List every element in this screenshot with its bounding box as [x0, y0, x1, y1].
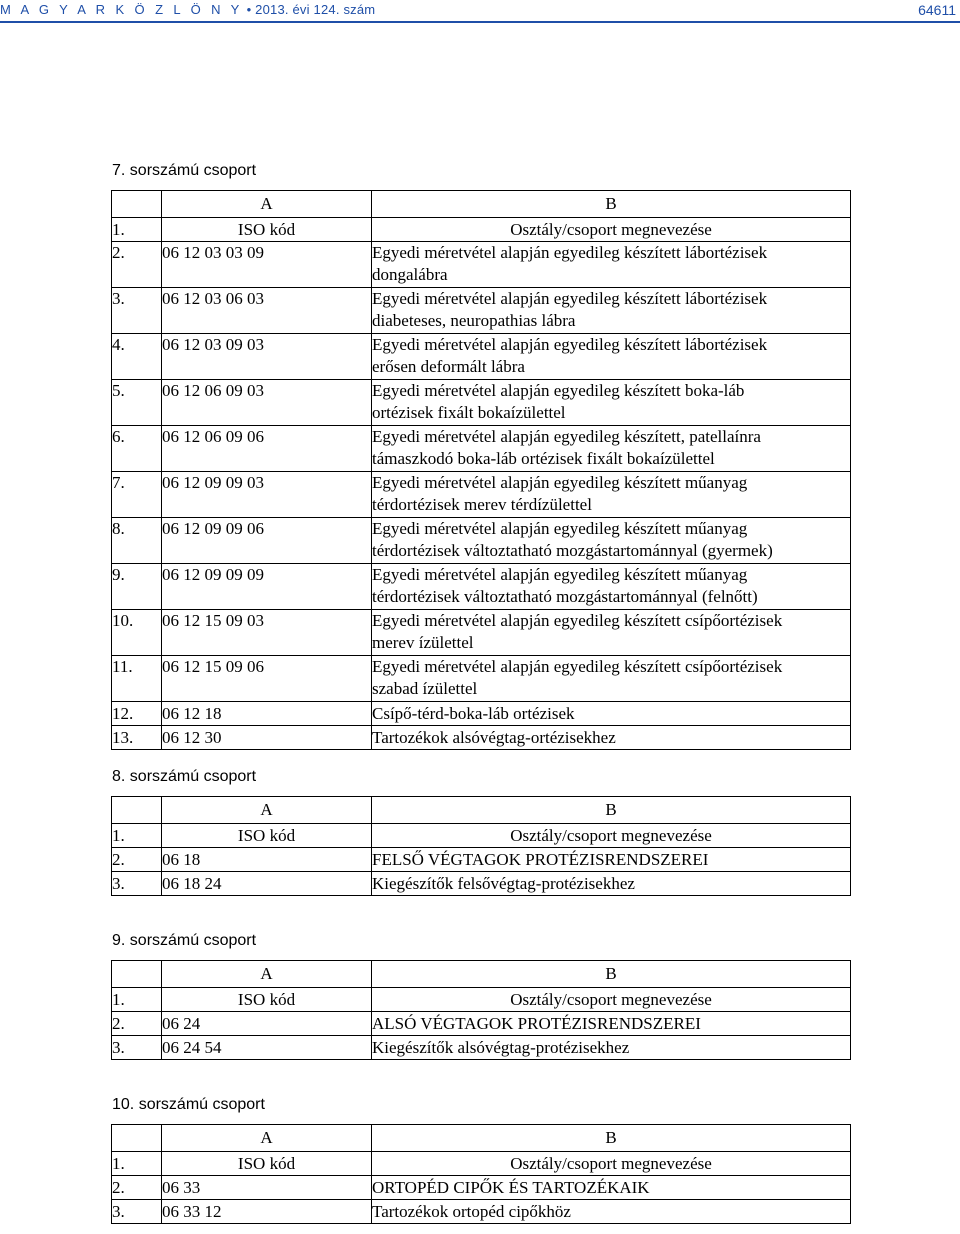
row-number: 4.	[112, 334, 162, 380]
row-number: 8.	[112, 518, 162, 564]
empty-cell	[112, 191, 162, 218]
publication-title	[0, 2, 375, 17]
iso-code: 06 12 18	[162, 702, 372, 726]
column-letter-row	[112, 797, 851, 824]
column-b-label: B	[372, 961, 851, 988]
iso-code: 06 33 12	[162, 1200, 372, 1224]
row-number: 6.	[112, 426, 162, 472]
column-a-label: A	[162, 961, 372, 988]
iso-code: 06 24 54	[162, 1036, 372, 1060]
row-number: 2.	[112, 1176, 162, 1200]
section-title-10: 10. sorszámú csoport	[112, 1096, 265, 1113]
class-name-line: szabad ízülettel	[372, 679, 478, 698]
class-name	[372, 518, 851, 564]
section-title-7: 7. sorszámú csoport	[112, 162, 257, 179]
class-name	[372, 242, 851, 288]
row-number: 3.	[112, 288, 162, 334]
class-name-line: támaszkodó boka-láb ortézisek fixált bokaízülettel	[372, 449, 715, 468]
table-group-7	[111, 190, 851, 750]
class-name-line: Egyedi méretvétel alapján egyedileg készített lábortézisek	[372, 335, 768, 354]
iso-code: 06 12 09 09 09	[162, 564, 372, 610]
column-a-label: A	[162, 191, 372, 218]
table-row	[112, 564, 851, 610]
class-name: Tartozékok ortopéd cipőkhöz	[372, 1200, 851, 1224]
column-a-label: A	[162, 797, 372, 824]
table-row	[112, 872, 851, 896]
class-name	[372, 426, 851, 472]
class-name-line: Egyedi méretvétel alapján egyedileg készített lábortézisek	[372, 289, 768, 308]
row-number: 2.	[112, 1012, 162, 1036]
empty-cell	[112, 961, 162, 988]
class-name-line: Egyedi méretvétel alapján egyedileg készített csípőortézisek	[372, 611, 783, 630]
class-name: FELSŐ VÉGTAGOK PROTÉZISRENDSZEREI	[372, 848, 851, 872]
row-number: 5.	[112, 380, 162, 426]
class-name-line: ortézisek fixált bokaízülettel	[372, 403, 566, 422]
class-name-line: Egyedi méretvétel alapján egyedileg készített lábortézisek	[372, 243, 768, 262]
column-b-label: B	[372, 1125, 851, 1152]
class-name	[372, 334, 851, 380]
column-letter-row	[112, 191, 851, 218]
row-number: 12.	[112, 702, 162, 726]
class-name-line: térdortézisek változtatható mozgástartománnyal (gyermek)	[372, 541, 773, 560]
class-name-line: Egyedi méretvétel alapján egyedileg készített műanyag	[372, 473, 748, 492]
class-name: ALSÓ VÉGTAGOK PROTÉZISRENDSZEREI	[372, 1012, 851, 1036]
section-title-9: 9. sorszámú csoport	[112, 932, 257, 949]
class-name: Tartozékok alsóvégtag-ortézisekhez	[372, 726, 851, 750]
class-name-line: Egyedi méretvétel alapján egyedileg készített műanyag	[372, 519, 748, 538]
header-bullet: •	[246, 2, 252, 17]
iso-code-header: ISO kód	[162, 824, 372, 848]
header-rule	[0, 21, 960, 23]
class-name-line: dongalábra	[372, 265, 448, 284]
iso-code: 06 12 06 09 06	[162, 426, 372, 472]
empty-cell	[112, 797, 162, 824]
table-row	[112, 1012, 851, 1036]
iso-code: 06 12 03 06 03	[162, 288, 372, 334]
column-b-label: B	[372, 191, 851, 218]
table-row	[112, 334, 851, 380]
table-header-row	[112, 218, 851, 242]
class-name-line: merev ízülettel	[372, 633, 474, 652]
class-name	[372, 380, 851, 426]
journal-name: M A G Y A R K Ö Z L Ö N Y	[0, 2, 243, 17]
table-row	[112, 472, 851, 518]
column-a-label: A	[162, 1125, 372, 1152]
table-row	[112, 518, 851, 564]
page-number: 64611	[918, 2, 956, 18]
row-number: 1.	[112, 988, 162, 1012]
table-row	[112, 848, 851, 872]
iso-code-header: ISO kód	[162, 218, 372, 242]
iso-code: 06 12 03 09 03	[162, 334, 372, 380]
row-number: 13.	[112, 726, 162, 750]
table-group-10	[111, 1124, 851, 1224]
row-number: 3.	[112, 872, 162, 896]
row-number: 2.	[112, 242, 162, 288]
iso-code: 06 12 15 09 03	[162, 610, 372, 656]
table-row	[112, 726, 851, 750]
class-name: Kiegészítők felsővégtag-protézisekhez	[372, 872, 851, 896]
row-number: 7.	[112, 472, 162, 518]
row-number: 1.	[112, 218, 162, 242]
class-name-line: erősen deformált lábra	[372, 357, 525, 376]
class-name-header: Osztály/csoport megnevezése	[372, 1152, 851, 1176]
class-name-line: Egyedi méretvétel alapján egyedileg készített, patellaínra	[372, 427, 761, 446]
class-name-header: Osztály/csoport megnevezése	[372, 988, 851, 1012]
class-name: Kiegészítők alsóvégtag-protézisekhez	[372, 1036, 851, 1060]
table-row	[112, 426, 851, 472]
iso-code: 06 18 24	[162, 872, 372, 896]
iso-code: 06 33	[162, 1176, 372, 1200]
iso-code: 06 12 09 09 03	[162, 472, 372, 518]
iso-code: 06 12 09 09 06	[162, 518, 372, 564]
iso-code-header: ISO kód	[162, 1152, 372, 1176]
iso-code: 06 12 06 09 03	[162, 380, 372, 426]
row-number: 9.	[112, 564, 162, 610]
class-name-header: Osztály/csoport megnevezése	[372, 824, 851, 848]
row-number: 1.	[112, 1152, 162, 1176]
row-number: 1.	[112, 824, 162, 848]
column-letter-row	[112, 961, 851, 988]
class-name-line: diabeteses, neuropathias lábra	[372, 311, 576, 330]
row-number: 2.	[112, 848, 162, 872]
iso-code-header: ISO kód	[162, 988, 372, 1012]
table-row	[112, 1176, 851, 1200]
column-b-label: B	[372, 797, 851, 824]
iso-code: 06 12 30	[162, 726, 372, 750]
table-row	[112, 610, 851, 656]
table-group-9	[111, 960, 851, 1060]
class-name-line: Egyedi méretvétel alapján egyedileg készített műanyag	[372, 565, 748, 584]
class-name	[372, 472, 851, 518]
table-row	[112, 380, 851, 426]
table-row	[112, 1036, 851, 1060]
iso-code: 06 12 15 09 06	[162, 656, 372, 702]
table-group-8	[111, 796, 851, 896]
row-number: 11.	[112, 656, 162, 702]
class-name-header: Osztály/csoport megnevezése	[372, 218, 851, 242]
column-letter-row	[112, 1125, 851, 1152]
table-header-row	[112, 1152, 851, 1176]
class-name: ORTOPÉD CIPŐK ÉS TARTOZÉKAIK	[372, 1176, 851, 1200]
class-name	[372, 610, 851, 656]
iso-code: 06 12 03 03 09	[162, 242, 372, 288]
class-name	[372, 656, 851, 702]
class-name: Csípő-térd-boka-láb ortézisek	[372, 702, 851, 726]
class-name	[372, 288, 851, 334]
row-number: 10.	[112, 610, 162, 656]
table-row	[112, 656, 851, 702]
section-title-8: 8. sorszámú csoport	[112, 768, 257, 785]
class-name-line: térdortézisek merev térdízülettel	[372, 495, 592, 514]
table-row	[112, 242, 851, 288]
class-name-line: Egyedi méretvétel alapján egyedileg készített csípőortézisek	[372, 657, 783, 676]
class-name	[372, 564, 851, 610]
class-name-line: Egyedi méretvétel alapján egyedileg készített boka-láb	[372, 381, 745, 400]
row-number: 3.	[112, 1200, 162, 1224]
issue-label: 2013. évi 124. szám	[255, 2, 376, 17]
iso-code: 06 24	[162, 1012, 372, 1036]
iso-code: 06 18	[162, 848, 372, 872]
empty-cell	[112, 1125, 162, 1152]
table-row	[112, 702, 851, 726]
row-number: 3.	[112, 1036, 162, 1060]
class-name-line: térdortézisek változtatható mozgástartománnyal (felnőtt)	[372, 587, 758, 606]
table-header-row	[112, 824, 851, 848]
page-header	[0, 0, 960, 26]
table-row	[112, 1200, 851, 1224]
table-header-row	[112, 988, 851, 1012]
table-row	[112, 288, 851, 334]
